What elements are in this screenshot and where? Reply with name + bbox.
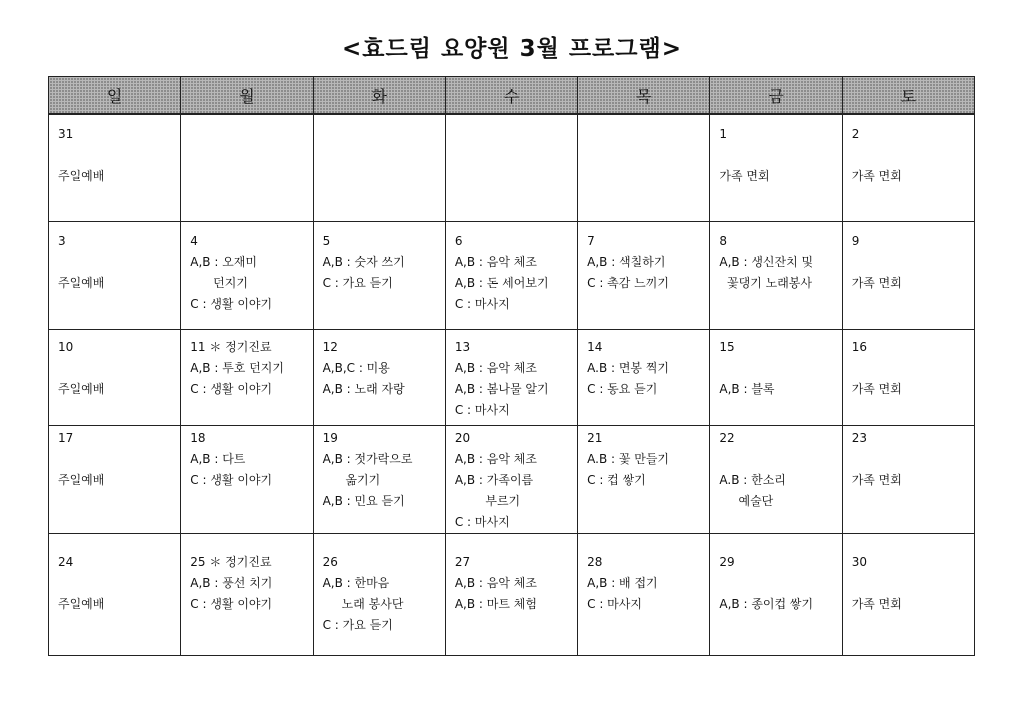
program-line: A,B : 음악 체조 — [454, 255, 537, 269]
week-row — [49, 534, 975, 656]
day-cell — [578, 222, 710, 330]
program-line: 꽃댕기 노래봉사 — [719, 276, 812, 290]
program-line — [852, 573, 974, 594]
day-cell — [181, 534, 313, 656]
program-line: A,B : 투호 던지기 — [190, 361, 284, 375]
day-cell — [578, 426, 710, 534]
day-number: 14 — [587, 340, 603, 354]
day-cell — [578, 114, 710, 222]
day-cell — [181, 426, 313, 534]
day-number: 23 — [851, 431, 867, 445]
day-number: 17 — [58, 431, 74, 445]
program-line: C : 마사지 — [454, 297, 510, 311]
day-cell — [842, 426, 974, 534]
program-line: A,B : 다트 — [190, 452, 246, 466]
program-calendar — [48, 76, 975, 656]
program-line: A.B : 면봉 찍기 — [587, 361, 670, 375]
day-cell — [181, 330, 313, 426]
program-line: A,B : 음악 체조 — [454, 576, 537, 590]
program-line — [58, 252, 180, 273]
day-number: 13 — [454, 340, 471, 354]
header-tue: 화 — [313, 77, 445, 115]
day-cell — [445, 114, 577, 222]
program-line: A,B : 음악 체조 — [454, 361, 537, 375]
day-cell — [842, 534, 974, 656]
header-mon: 월 — [181, 77, 313, 115]
program-line: C : 생활 이야기 — [190, 297, 273, 311]
program-line: A,B : 돈 세어보기 — [454, 276, 549, 290]
day-cell — [578, 534, 710, 656]
program-line: A,B : 음악 체조 — [454, 452, 537, 466]
day-number: 1 — [719, 127, 728, 141]
day-cell — [313, 534, 445, 656]
day-number: 24 — [58, 555, 74, 569]
day-cell — [445, 534, 577, 656]
day-number: 30 — [851, 555, 867, 569]
weekday-header-row — [49, 77, 975, 115]
header-wed: 수 — [445, 77, 577, 115]
day-number: 8 — [719, 234, 728, 248]
day-cell — [313, 114, 445, 222]
day-number: 20 — [454, 431, 471, 445]
program-line: 가족 면회 — [851, 597, 902, 611]
day-number: 26 — [322, 555, 338, 569]
program-line — [58, 573, 180, 594]
day-number: 4 — [190, 234, 198, 248]
program-line: C : 동요 듣기 — [587, 382, 658, 396]
program-line: C : 가요 듣기 — [322, 618, 393, 632]
week-row — [49, 114, 975, 222]
day-number: 2 — [851, 127, 860, 141]
header-sun: 일 — [49, 77, 181, 115]
program-line — [852, 449, 974, 470]
program-line: A,B : 노래 자랑 — [322, 382, 405, 396]
program-line: A,B,C : 미용 — [322, 361, 390, 375]
program-line: A.B : 꽃 만들기 — [587, 452, 670, 466]
day-cell — [49, 114, 181, 222]
day-number: 3 — [58, 234, 66, 248]
day-number: 21 — [587, 431, 603, 445]
program-line: A,B : 종이컵 쌓기 — [719, 597, 814, 611]
week-row — [49, 426, 975, 534]
day-number: 15 — [719, 340, 735, 354]
day-cell — [445, 426, 577, 534]
program-line: C : 생활 이야기 — [190, 473, 273, 487]
program-line: C : 마사지 — [587, 597, 642, 611]
program-line: C : 가요 듣기 — [322, 276, 393, 290]
program-line — [719, 145, 841, 166]
day-number: 29 — [719, 555, 735, 569]
week-row — [49, 330, 975, 426]
program-line — [719, 573, 841, 594]
day-cell — [313, 330, 445, 426]
program-line — [852, 358, 974, 379]
day-number: 18 — [190, 431, 206, 445]
program-line: A,B : 한마음 — [322, 576, 390, 590]
day-cell — [445, 330, 577, 426]
program-line: A,B : 젓가락으로 — [322, 452, 413, 466]
day-number: 9 — [851, 234, 860, 248]
day-cell — [710, 114, 842, 222]
program-line: 주일예배 — [58, 597, 105, 611]
day-number: 6 — [454, 234, 463, 248]
day-number: 27 — [454, 555, 471, 569]
day-cell — [842, 330, 974, 426]
day-number: 7 — [587, 234, 595, 248]
program-line: C : 촉감 느끼기 — [587, 276, 669, 290]
header-thu: 목 — [578, 77, 710, 115]
day-cell — [710, 222, 842, 330]
program-line: 주일예배 — [58, 473, 105, 487]
program-line: C : 마사지 — [454, 515, 510, 529]
program-line: A,B : 가족이름 — [454, 473, 534, 487]
day-cell — [49, 426, 181, 534]
day-number: 12 — [322, 340, 338, 354]
day-number: 25 ＊ 정기진료 — [190, 555, 272, 569]
header-fri: 금 — [710, 77, 842, 115]
day-cell — [578, 330, 710, 426]
day-cell — [49, 534, 181, 656]
day-number: 11 ＊ 정기진료 — [190, 340, 272, 354]
program-line: C : 생활 이야기 — [190, 382, 273, 396]
program-line: 예술단 — [719, 494, 774, 508]
program-line: 가족 면회 — [851, 276, 902, 290]
day-number: 31 — [58, 127, 74, 141]
day-cell — [313, 222, 445, 330]
day-cell — [313, 426, 445, 534]
program-line: 던지기 — [190, 276, 248, 290]
day-cell — [710, 330, 842, 426]
program-line: 주일예배 — [58, 382, 105, 396]
day-number: 28 — [587, 555, 603, 569]
program-line — [719, 358, 841, 379]
day-number: 16 — [851, 340, 867, 354]
program-line — [58, 449, 180, 470]
program-line: A,B : 풍선 치기 — [190, 576, 273, 590]
program-line: 가족 면회 — [719, 169, 770, 183]
program-line: A.B : 한소리 — [719, 473, 786, 487]
program-line: A,B : 봄나물 알기 — [454, 382, 549, 396]
day-cell — [49, 222, 181, 330]
program-line: 주일예배 — [58, 169, 105, 183]
program-line: A,B : 오재미 — [190, 255, 257, 269]
program-line — [852, 145, 974, 166]
day-cell — [181, 222, 313, 330]
header-sat: 토 — [842, 77, 974, 115]
week-row — [49, 222, 975, 330]
day-number: 10 — [58, 340, 74, 354]
day-cell — [710, 534, 842, 656]
day-cell — [842, 114, 974, 222]
program-line: A,B : 숫자 쓰기 — [322, 255, 405, 269]
program-line: 부르기 — [454, 494, 521, 508]
day-number: 19 — [322, 431, 338, 445]
program-line: 옮기기 — [322, 473, 381, 487]
program-line — [58, 145, 180, 166]
page-title: <효드림 요양원 3월 프로그램> — [342, 36, 682, 62]
program-line: C : 마사지 — [454, 403, 510, 417]
program-line: A,B : 마트 체험 — [454, 597, 537, 611]
program-line: A,B : 배 접기 — [587, 576, 658, 590]
program-line: C : 컵 쌓기 — [587, 473, 646, 487]
day-cell — [842, 222, 974, 330]
program-line: 주일예배 — [58, 276, 105, 290]
program-line — [719, 449, 841, 470]
program-line: 가족 면회 — [851, 169, 902, 183]
program-line: 노래 봉사단 — [322, 597, 404, 611]
program-line — [852, 252, 974, 273]
program-line: A,B : 색칠하기 — [587, 255, 666, 269]
day-cell — [445, 222, 577, 330]
program-line: 가족 면회 — [851, 473, 902, 487]
day-number: 22 — [719, 431, 735, 445]
program-line: A,B : 생신잔치 및 — [719, 255, 814, 269]
program-line — [58, 358, 180, 379]
program-line: C : 생활 이야기 — [190, 597, 273, 611]
day-number: 5 — [322, 234, 331, 248]
program-line: 가족 면회 — [851, 382, 902, 396]
program-line: A,B : 민요 듣기 — [322, 494, 405, 508]
day-cell — [710, 426, 842, 534]
day-cell — [181, 114, 313, 222]
day-cell — [49, 330, 181, 426]
program-line: A,B : 블록 — [719, 382, 775, 396]
